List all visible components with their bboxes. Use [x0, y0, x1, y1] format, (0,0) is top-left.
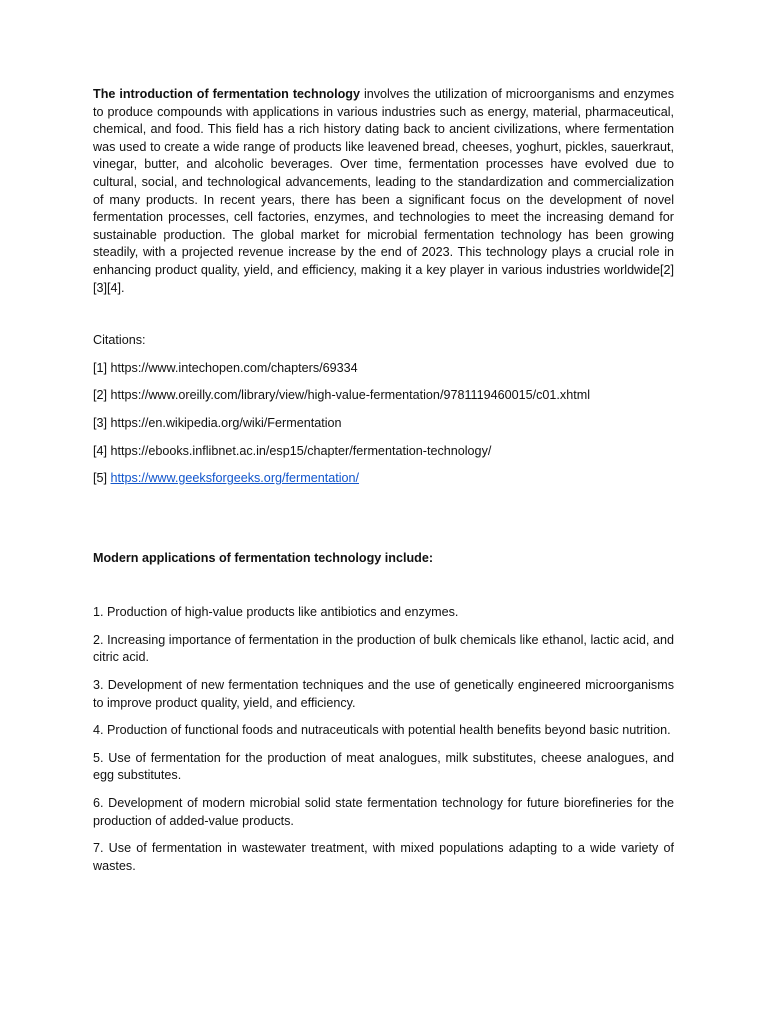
list-item: 4. Production of functional foods and nutraceuticals with potential health benefits beyond basic nutrition.: [93, 723, 671, 738]
citation-url-3: https://en.wikipedia.org/wiki/Fermentation: [110, 415, 342, 430]
citation-marker: [5]: [93, 471, 111, 486]
list-item: 2. Increasing importance of fermentation in the production of bulk chemicals like ethanol, lactic acid, and citric acid.: [93, 632, 674, 665]
list-item: 6. Development of modern microbial solid state fermentation technology for future biorefineries for the production of added-value products.: [93, 796, 674, 828]
applications-heading: Modern applications of fermentation technology include:: [93, 550, 434, 565]
applications-list: [93, 604, 674, 875]
citation-marker: [3]: [93, 415, 111, 430]
citation-marker: [2]: [93, 388, 111, 403]
list-item: 7. Use of fermentation in wastewater treatment, with mixed populations adapting to a wide variety of wastes.: [93, 841, 674, 873]
citation-item-1: [93, 360, 674, 378]
list-item: 3. Development of new fermentation techniques and the use of genetically engineered microorganisms to improve product quality, yield, and efficiency.: [93, 678, 674, 710]
intro-lead: The introduction of fermentation technology: [93, 87, 360, 101]
citations-section: [93, 332, 674, 488]
list-item: 5. Use of fermentation for the production of meat analogues, milk substitutes, cheese analogues, and egg substitutes.: [93, 750, 674, 783]
citation-link-5[interactable]: https://www.geeksforgeeks.org/fermentation/: [110, 471, 360, 486]
citation-url-1: https://www.intechopen.com/chapters/69334: [110, 360, 358, 375]
intro-body: involves the utilization of microorganisms and enzymes to produce compounds with applications in various industries such as energy, material, pharmaceutical, chemical, and food. This field has a rich history dating back to ancient civilizations, where fermentation was used to create a wide range of products like leavened bread, cheeses, yoghurt, pickles, sauerkraut, vinegar, butter, and alcoholic beverages. Over time, fermentation processes have evolved due to cultural, social, and technological advancements, leading to the standardization and commercialization of many products. In recent years, there has been a significant focus on the development of novel fermentation processes, cell factories, enzymes, and technologies to meet the increasing demand for sustainable production. The global market for microbial fermentation technology has been growing steadily, with a projected revenue increase by the end of 2023. This technology plays a crucial role in enhancing product quality, yield, and efficiency, making it a key player in various industries worldwide[2][3][4].: [93, 87, 674, 295]
citation-item-4: [93, 443, 674, 461]
document-page: [93, 86, 674, 885]
citation-item-5: [93, 470, 674, 488]
intro-paragraph: [93, 86, 674, 297]
citation-item-2: [93, 387, 674, 405]
citation-marker: [1]: [93, 360, 111, 375]
citations-heading: Citations:: [93, 333, 146, 348]
citation-item-3: [93, 415, 674, 433]
list-item: 1. Production of high-value products like antibiotics and enzymes.: [93, 605, 459, 620]
citation-marker: [4]: [93, 443, 111, 458]
citation-url-2: https://www.oreilly.com/library/view/high-value-fermentation/9781119460015/c01.xhtml: [110, 388, 591, 403]
citation-url-4: https://ebooks.inflibnet.ac.in/esp15/chapter/fermentation-technology/: [110, 443, 492, 458]
